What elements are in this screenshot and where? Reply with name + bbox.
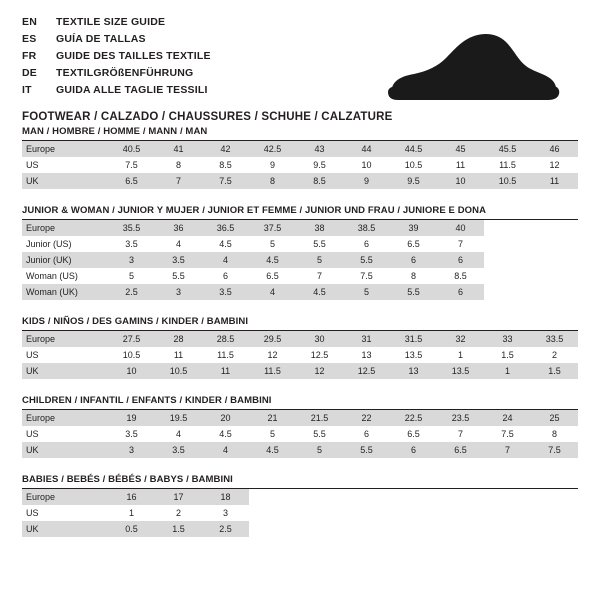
- cell: 4.5: [249, 442, 296, 458]
- section-babies: [22, 474, 578, 537]
- cell: 46: [531, 141, 578, 157]
- cell: 12.5: [296, 347, 343, 363]
- language-row-es: [22, 31, 211, 48]
- table-row: [22, 284, 578, 300]
- cell: 4.5: [202, 236, 249, 252]
- cell: 1.5: [531, 363, 578, 379]
- cell: 3.5: [155, 252, 202, 268]
- cell: 13.5: [390, 347, 437, 363]
- cell: 3.5: [155, 442, 202, 458]
- cell: 6: [390, 442, 437, 458]
- cell: 9.5: [390, 173, 437, 189]
- cell: 4: [202, 442, 249, 458]
- size-table-kids-body: [22, 331, 578, 379]
- cell: [484, 489, 531, 505]
- row-label: US: [22, 157, 108, 173]
- size-table-junior-woman-body: [22, 220, 578, 300]
- cell: 4: [202, 252, 249, 268]
- table-row: [22, 347, 578, 363]
- language-text-fr: GUIDE DES TAILLES TEXTILE: [56, 50, 211, 62]
- cell: [390, 505, 437, 521]
- cell: 31.5: [390, 331, 437, 347]
- cell: [343, 521, 390, 537]
- cell: [484, 521, 531, 537]
- cell: 5: [296, 442, 343, 458]
- cell: 40.5: [108, 141, 155, 157]
- cell: [437, 489, 484, 505]
- cell: 29.5: [249, 331, 296, 347]
- size-table-kids: [22, 331, 578, 379]
- cell: 18: [202, 489, 249, 505]
- cell: 11.5: [249, 363, 296, 379]
- table-row: [22, 173, 578, 189]
- section-junior-woman: [22, 205, 578, 300]
- cell: 2.5: [108, 284, 155, 300]
- row-label: Junior (UK): [22, 252, 108, 268]
- cell: 3: [108, 442, 155, 458]
- cell: 8: [249, 173, 296, 189]
- table-row: [22, 410, 578, 426]
- cell: 6: [437, 252, 484, 268]
- cell: 22.5: [390, 410, 437, 426]
- cell: 10: [343, 157, 390, 173]
- cell: 6.5: [437, 442, 484, 458]
- cell: 41: [155, 141, 202, 157]
- language-text-de: TEXTILGRÖßENFÜHRUNG: [56, 67, 194, 79]
- cell: 0.5: [108, 521, 155, 537]
- cell: [531, 489, 578, 505]
- cell: 8.5: [202, 157, 249, 173]
- cell: 2: [531, 347, 578, 363]
- cell: 4.5: [202, 426, 249, 442]
- size-table-babies: [22, 489, 578, 537]
- language-code-es: ES: [22, 33, 37, 45]
- language-row-fr: [22, 48, 211, 65]
- language-text-it: GUIDA ALLE TAGLIE TESSILI: [56, 84, 208, 96]
- table-row: [22, 331, 578, 347]
- cell: 10: [437, 173, 484, 189]
- cell: 5: [296, 252, 343, 268]
- cell: 4: [155, 426, 202, 442]
- cell: 43: [296, 141, 343, 157]
- table-row: [22, 236, 578, 252]
- cell: 12: [531, 157, 578, 173]
- cell: [437, 521, 484, 537]
- cell: 19: [108, 410, 155, 426]
- cell: 36: [155, 220, 202, 236]
- cell: 13: [343, 347, 390, 363]
- cell: 33: [484, 331, 531, 347]
- row-label: Europe: [22, 331, 108, 347]
- cell: [484, 252, 531, 268]
- cell: 38: [296, 220, 343, 236]
- language-title-body: [22, 14, 211, 99]
- cell: [484, 236, 531, 252]
- cell: [484, 268, 531, 284]
- cell: 27.5: [108, 331, 155, 347]
- cell: 9: [249, 157, 296, 173]
- language-code-fr: FR: [22, 50, 37, 62]
- row-label: Europe: [22, 220, 108, 236]
- cell: 1.5: [155, 521, 202, 537]
- cell: 3.5: [108, 236, 155, 252]
- row-label: Europe: [22, 141, 108, 157]
- cell: 8: [390, 268, 437, 284]
- cell: [249, 489, 296, 505]
- cell: 33.5: [531, 331, 578, 347]
- cell: 6.5: [390, 426, 437, 442]
- cell: [531, 220, 578, 236]
- cell: 20: [202, 410, 249, 426]
- cell: 6: [343, 236, 390, 252]
- section-title-babies: BABIES / BEBÉS / BÉBÉS / BABYS / BAMBINI: [22, 474, 578, 489]
- cell: 7.5: [484, 426, 531, 442]
- cell: 40: [437, 220, 484, 236]
- cell: 12.5: [343, 363, 390, 379]
- cell: 24: [484, 410, 531, 426]
- row-label: Europe: [22, 489, 108, 505]
- cell: 11: [202, 363, 249, 379]
- cell: 6: [437, 284, 484, 300]
- cell: [390, 521, 437, 537]
- language-row-de: [22, 65, 211, 82]
- table-row: [22, 489, 578, 505]
- cell: [531, 252, 578, 268]
- cell: 37.5: [249, 220, 296, 236]
- cell: 7: [437, 236, 484, 252]
- row-label: UK: [22, 442, 108, 458]
- cell: 11: [437, 157, 484, 173]
- cell: 7.5: [202, 173, 249, 189]
- section-kids: [22, 316, 578, 379]
- cell: 12: [249, 347, 296, 363]
- cell: 3: [155, 284, 202, 300]
- cell: 4.5: [296, 284, 343, 300]
- page-header: [22, 14, 578, 123]
- cell: 11.5: [484, 157, 531, 173]
- table-row: [22, 157, 578, 173]
- table-row: [22, 426, 578, 442]
- section-title-man: MAN / HOMBRE / HOMME / MANN / MAN: [22, 126, 578, 141]
- cell: 28.5: [202, 331, 249, 347]
- table-row: [22, 268, 578, 284]
- cell: 6: [202, 268, 249, 284]
- cell: 31: [343, 331, 390, 347]
- cell: 38.5: [343, 220, 390, 236]
- cell: 5.5: [390, 284, 437, 300]
- cell: 8: [531, 426, 578, 442]
- cell: 8.5: [437, 268, 484, 284]
- table-row: [22, 521, 578, 537]
- cell: 6.5: [249, 268, 296, 284]
- cell: 8.5: [296, 173, 343, 189]
- cell: 7: [296, 268, 343, 284]
- cell: 16: [108, 489, 155, 505]
- cell: 2: [155, 505, 202, 521]
- cell: 10.5: [390, 157, 437, 173]
- cell: [437, 505, 484, 521]
- dress-shoe-icon: [380, 30, 560, 104]
- cell: 5.5: [296, 426, 343, 442]
- cell: 6.5: [390, 236, 437, 252]
- cell: 3.5: [202, 284, 249, 300]
- cell: 4.5: [249, 252, 296, 268]
- size-table-children: [22, 410, 578, 458]
- cell: 5.5: [296, 236, 343, 252]
- language-code-en: EN: [22, 16, 37, 28]
- row-label: US: [22, 347, 108, 363]
- cell: 10.5: [155, 363, 202, 379]
- cell: [531, 268, 578, 284]
- cell: 6.5: [108, 173, 155, 189]
- table-row: [22, 442, 578, 458]
- cell: 7: [484, 442, 531, 458]
- cell: 11.5: [202, 347, 249, 363]
- cell: 4: [155, 236, 202, 252]
- cell: 42: [202, 141, 249, 157]
- cell: [249, 521, 296, 537]
- section-children: [22, 395, 578, 458]
- cell: 7: [155, 173, 202, 189]
- cell: 42.5: [249, 141, 296, 157]
- cell: 44.5: [390, 141, 437, 157]
- cell: 3: [108, 252, 155, 268]
- cell: [484, 505, 531, 521]
- row-label: US: [22, 505, 108, 521]
- section-title-children: CHILDREN / INFANTIL / ENFANTS / KINDER / BAMBINI: [22, 395, 578, 410]
- cell: 6: [390, 252, 437, 268]
- language-code-it: IT: [22, 84, 32, 96]
- row-label: UK: [22, 363, 108, 379]
- section-title-kids: KIDS / NIÑOS / DES GAMINS / KINDER / BAMBINI: [22, 316, 578, 331]
- cell: 36.5: [202, 220, 249, 236]
- language-row-en: [22, 14, 211, 31]
- cell: 22: [343, 410, 390, 426]
- cell: 25: [531, 410, 578, 426]
- cell: [531, 284, 578, 300]
- cell: 7.5: [343, 268, 390, 284]
- size-table-man: [22, 141, 578, 189]
- cell: 5: [343, 284, 390, 300]
- cell: 10.5: [108, 347, 155, 363]
- section-title-junior-woman: JUNIOR & WOMAN / JUNIOR Y MUJER / JUNIOR ET FEMME / JUNIOR UND FRAU / JUNIORE E DONA: [22, 205, 578, 220]
- size-table-children-body: [22, 410, 578, 458]
- cell: 5: [108, 268, 155, 284]
- cell: 1: [437, 347, 484, 363]
- cell: 5: [249, 426, 296, 442]
- cell: 11: [155, 347, 202, 363]
- cell: 10: [108, 363, 155, 379]
- row-label: Europe: [22, 410, 108, 426]
- cell: 13: [390, 363, 437, 379]
- cell: 3.5: [108, 426, 155, 442]
- cell: 23.5: [437, 410, 484, 426]
- language-code-de: DE: [22, 67, 37, 79]
- cell: [484, 220, 531, 236]
- cell: 5.5: [343, 442, 390, 458]
- cell: 44: [343, 141, 390, 157]
- cell: 45.5: [484, 141, 531, 157]
- cell: [484, 284, 531, 300]
- cell: 9: [343, 173, 390, 189]
- cell: 5.5: [155, 268, 202, 284]
- cell: 5: [249, 236, 296, 252]
- cell: [390, 489, 437, 505]
- cell: 1: [108, 505, 155, 521]
- cell: 7.5: [108, 157, 155, 173]
- language-text-en: TEXTILE SIZE GUIDE: [56, 16, 166, 28]
- row-label: UK: [22, 521, 108, 537]
- cell: [249, 505, 296, 521]
- cell: 39: [390, 220, 437, 236]
- cell: [531, 236, 578, 252]
- cell: 28: [155, 331, 202, 347]
- cell: 7: [437, 426, 484, 442]
- section-man: [22, 126, 578, 189]
- size-table-babies-body: [22, 489, 578, 537]
- cell: [531, 521, 578, 537]
- size-table-junior-woman: [22, 220, 578, 300]
- page-title: FOOTWEAR / CALZADO / CHAUSSURES / SCHUHE / CALZATURE: [22, 111, 393, 123]
- cell: 17: [155, 489, 202, 505]
- cell: [296, 521, 343, 537]
- table-row: [22, 252, 578, 268]
- cell: 13.5: [437, 363, 484, 379]
- cell: 2.5: [202, 521, 249, 537]
- cell: 1: [484, 363, 531, 379]
- cell: 3: [202, 505, 249, 521]
- cell: 30: [296, 331, 343, 347]
- cell: 21: [249, 410, 296, 426]
- cell: 1.5: [484, 347, 531, 363]
- row-label: US: [22, 426, 108, 442]
- cell: 45: [437, 141, 484, 157]
- size-table-man-body: [22, 141, 578, 189]
- row-label: Woman (US): [22, 268, 108, 284]
- language-text-es: GUÍA DE TALLAS: [56, 33, 146, 45]
- cell: [531, 505, 578, 521]
- cell: 32: [437, 331, 484, 347]
- cell: 9.5: [296, 157, 343, 173]
- cell: 10.5: [484, 173, 531, 189]
- table-row: [22, 141, 578, 157]
- table-row: [22, 505, 578, 521]
- cell: [343, 505, 390, 521]
- row-label: Junior (US): [22, 236, 108, 252]
- cell: 5.5: [343, 252, 390, 268]
- language-title-list: [22, 14, 211, 99]
- cell: 8: [155, 157, 202, 173]
- cell: 12: [296, 363, 343, 379]
- row-label: UK: [22, 173, 108, 189]
- cell: 11: [531, 173, 578, 189]
- cell: [296, 489, 343, 505]
- table-row: [22, 220, 578, 236]
- language-row-it: [22, 82, 211, 99]
- cell: 7.5: [531, 442, 578, 458]
- cell: 6: [343, 426, 390, 442]
- cell: 19.5: [155, 410, 202, 426]
- table-row: [22, 363, 578, 379]
- cell: 35.5: [108, 220, 155, 236]
- cell: [343, 489, 390, 505]
- row-label: Woman (UK): [22, 284, 108, 300]
- cell: 4: [249, 284, 296, 300]
- cell: [296, 505, 343, 521]
- cell: 21.5: [296, 410, 343, 426]
